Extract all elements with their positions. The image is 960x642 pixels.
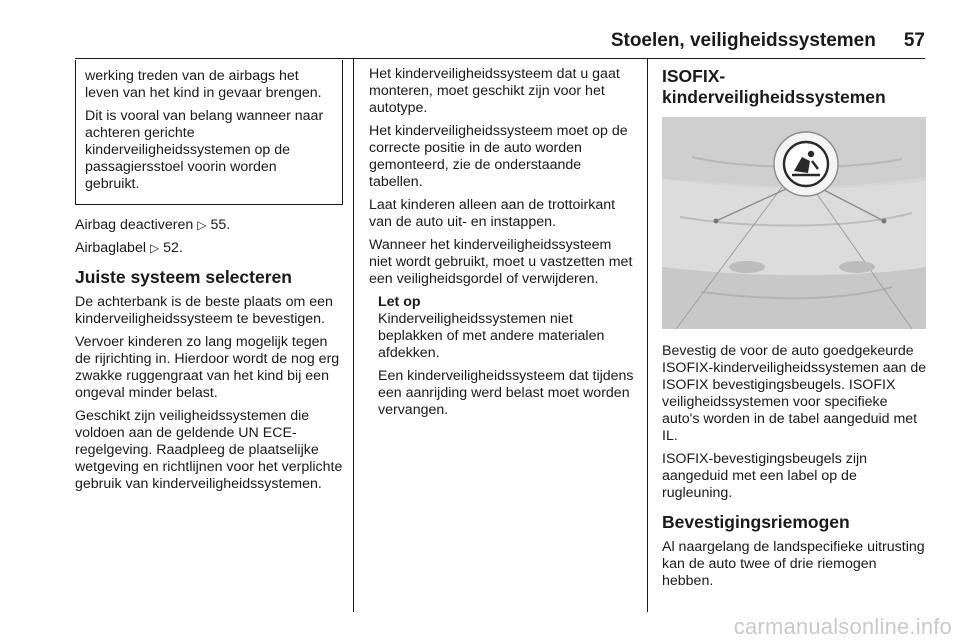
page-header bbox=[75, 26, 925, 56]
page-number: 57 bbox=[903, 30, 925, 51]
paragraph: Al naargelang de landspecifieke uitrusting kan de auto twee of drie riemogen hebben. bbox=[662, 539, 925, 589]
paragraph: Geschikt zijn veiligheidssystemen die voldoen aan de geldende UN ECE-regelgeving. Raadpleeg de plaatselijke wetgeving en richtlijnen voor het verplichte gebruik van kinderveiligheidssystemen. bbox=[75, 408, 343, 492]
column-1 bbox=[75, 60, 343, 499]
paragraph: De achterbank is de beste plaats om een kinderveiligheidssysteem te bevestigen. bbox=[75, 294, 333, 327]
section-heading-isofix: ISOFIX- kinderveiligheidssystemen bbox=[662, 66, 886, 107]
warning-text-2: Dit is vooral van belang wanneer naar achteren gerichte kinderveiligheidssystemen op de passagiersstoel voorin worden gebruikt. bbox=[85, 108, 324, 192]
note-block bbox=[369, 294, 637, 419]
paragraph: Het kinderveiligheidssysteem moet op de correcte positie in de auto worden gemonteerd, zie de onderstaande tabellen. bbox=[369, 123, 628, 190]
paragraph: ISOFIX-bevestigingsbeugels zijn aangeduid met een label op de rugleuning. bbox=[662, 451, 868, 501]
page-ref-icon: ▷ bbox=[149, 241, 160, 255]
column-2 bbox=[369, 66, 637, 425]
column-divider-right bbox=[647, 58, 648, 612]
cross-reference-airbag-label: Airbaglabel ▷ 52. bbox=[75, 240, 183, 256]
paragraph: Wanneer het kinderveiligheidssysteem niet wordt gebruikt, moet u vastzetten met een veiligheidsgordel of verwijderen. bbox=[369, 237, 633, 287]
warning-box bbox=[75, 60, 343, 205]
section-heading-belt-eyes: Bevestigingsriemogen bbox=[662, 512, 850, 532]
page-title: Stoelen, veiligheidssystemen bbox=[610, 30, 876, 51]
column-divider-left bbox=[353, 58, 354, 612]
watermark: carmanualsonline.info bbox=[733, 614, 952, 639]
paragraph: Het kinderveiligheidssysteem dat u gaat monteren, moet geschikt zijn voor het autotype. bbox=[369, 66, 620, 116]
column-3 bbox=[662, 66, 928, 596]
isofix-symbol-icon bbox=[774, 132, 838, 196]
section-heading: Juiste systeem selecteren bbox=[75, 267, 292, 287]
paragraph: Vervoer kinderen zo lang mogelijk tegen de rijrichting in. Hierdoor wordt de nog erg zwakke ruggengraat van het kind bij een ongeval minder belast. bbox=[75, 334, 340, 401]
note-heading: Let op bbox=[378, 294, 421, 310]
isofix-seat-photo bbox=[662, 117, 926, 329]
cross-reference-airbag-deactivate: Airbag deactiveren ▷ 55. bbox=[75, 217, 231, 233]
paragraph: Laat kinderen alleen aan de trottoirkant van de auto uit- en instappen. bbox=[369, 197, 616, 230]
note-text-2: Een kinderveiligheidssysteem dat tijdens een aanrijding werd belast moet worden vervangen. bbox=[378, 368, 634, 418]
paragraph: Bevestig de voor de auto goedgekeurde ISOFIX-kinderveiligheidssystemen aan de ISOFIX bevestigingsbeugels. ISOFIX veiligheidssystemen voor specifieke auto's worden in de tabel aangeduid met IL. bbox=[662, 343, 927, 444]
warning-text-1: werking treden van de airbags het leven van het kind in gevaar brengen. bbox=[85, 68, 322, 101]
note-text-1: Kinderveiligheidssystemen niet beplakken of met andere materialen afdekken. bbox=[378, 311, 605, 361]
header-rule bbox=[75, 58, 925, 59]
page-ref-icon: ▷ bbox=[197, 218, 207, 232]
